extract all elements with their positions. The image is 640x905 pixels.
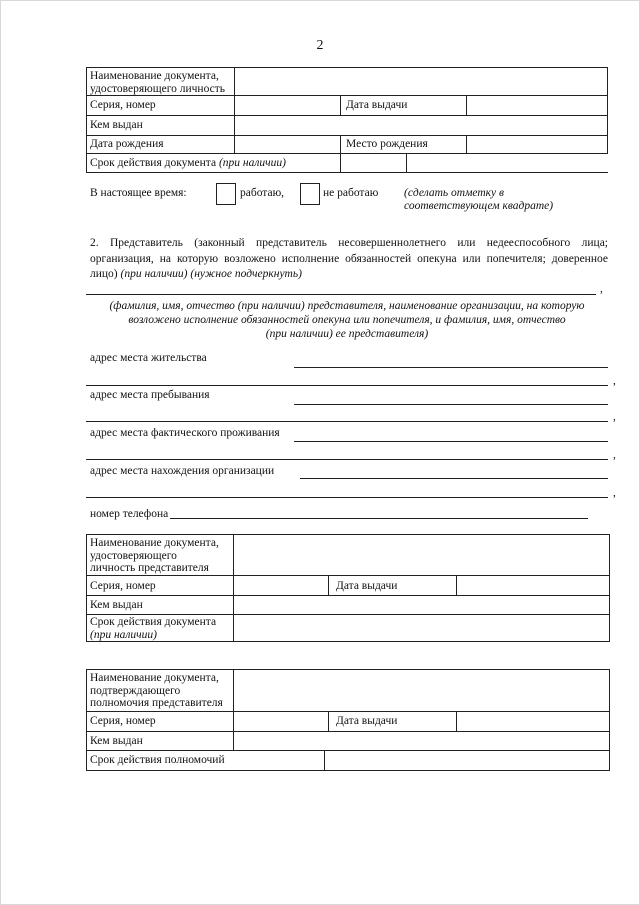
rep-validity-field[interactable] (234, 615, 609, 641)
identity-doc-name-field[interactable] (235, 68, 607, 95)
working-option-label: работаю, (240, 187, 285, 199)
rep-issue-date-label: Дата выдачи (336, 580, 398, 592)
working-checkbox[interactable] (216, 183, 236, 205)
issue-date-field[interactable] (467, 96, 607, 115)
authority-issue-date-field[interactable] (457, 712, 609, 731)
birth-date-field[interactable] (235, 136, 340, 153)
rep-validity-label: Срок действия документа (при наличии) (90, 616, 217, 641)
stay-address-line1[interactable] (294, 404, 608, 405)
section2-text-line3: лицо) (при наличии) (нужное подчеркнуть) (90, 268, 302, 280)
organization-address-line2[interactable] (86, 497, 608, 498)
representative-caption: (фамилия, имя, отчество (при наличии) представителя, наименование организации, на которую возложено исполнение обязанностей опекуна или попечителя, и фамилия, имя, отчество (при наличии) ее представителя) (109, 300, 585, 340)
employment-label: В настоящее время: (90, 187, 187, 199)
stay-address-label: адрес места пребывания (90, 389, 210, 401)
section2-text-line1: 2. Представитель (законный представитель несовершеннолетнего или недееспособного лица; (90, 237, 608, 249)
authority-doc-name-field[interactable] (234, 670, 609, 711)
rep-doc-name-label: Наименование документа, удостоверяющего личность представителя (90, 537, 219, 574)
authority-doc-name-label: Наименование документа, подтверждающего полномочия представителя (90, 672, 223, 709)
actual-address-line2[interactable] (86, 459, 608, 460)
birth-place-label: Место рождения (346, 138, 428, 150)
validity-field[interactable] (341, 154, 406, 172)
rep-series-number-label: Серия, номер (90, 580, 156, 592)
series-number-field[interactable] (235, 96, 340, 115)
representative-name-line[interactable] (86, 294, 596, 295)
representative-comma: , (600, 283, 603, 295)
authority-issued-by-label: Кем выдан (90, 735, 143, 747)
organization-comma: , (613, 487, 616, 499)
rep-issued-by-field[interactable] (234, 596, 609, 614)
rep-issued-by-label: Кем выдан (90, 599, 143, 611)
residence-address-label: адрес места жительства (90, 352, 207, 364)
section2-text-line2: организация, на которую возложено исполнение обязанностей опекуна или попечителя; доверенное (90, 253, 608, 265)
checkbox-note: (сделать отметку в соответствующем квадрате) (404, 187, 554, 212)
authority-validity-label: Срок действия полномочий (90, 754, 225, 766)
rep-issue-date-field[interactable] (457, 576, 609, 595)
issued-by-label: Кем выдан (90, 119, 143, 131)
actual-address-line1[interactable] (294, 441, 608, 442)
issued-by-field[interactable] (235, 116, 607, 135)
organization-address-line1[interactable] (300, 478, 608, 479)
stay-address-line2[interactable] (86, 421, 608, 422)
authority-series-number-label: Серия, номер (90, 715, 156, 727)
identity-doc-name-label: Наименование документа, удостоверяющего личность (90, 70, 225, 95)
organization-address-label: адрес места нахождения организации (90, 465, 275, 477)
birth-date-label: Дата рождения (90, 138, 164, 150)
residence-address-line1[interactable] (294, 367, 608, 368)
rep-series-number-field[interactable] (234, 576, 328, 595)
rep-doc-name-field[interactable] (234, 535, 609, 575)
validity-label: Срок действия документа (при наличии) (90, 157, 286, 169)
phone-line[interactable] (170, 518, 588, 519)
phone-label: номер телефона (90, 508, 169, 520)
authority-series-number-field[interactable] (234, 712, 328, 731)
authority-validity-field[interactable] (325, 751, 609, 770)
not-working-option-label: не работаю (323, 187, 379, 199)
not-working-checkbox[interactable] (300, 183, 320, 205)
series-number-label: Серия, номер (90, 99, 156, 111)
stay-comma: , (613, 411, 616, 423)
authority-issued-by-field[interactable] (234, 732, 609, 750)
actual-comma: , (613, 449, 616, 461)
residence-comma: , (613, 375, 616, 387)
birth-place-field[interactable] (467, 136, 607, 153)
issue-date-label: Дата выдачи (346, 99, 408, 111)
authority-issue-date-label: Дата выдачи (336, 715, 398, 727)
page-number: 2 (316, 38, 324, 53)
actual-address-label: адрес места фактического проживания (90, 427, 280, 439)
residence-address-line2[interactable] (86, 385, 608, 386)
